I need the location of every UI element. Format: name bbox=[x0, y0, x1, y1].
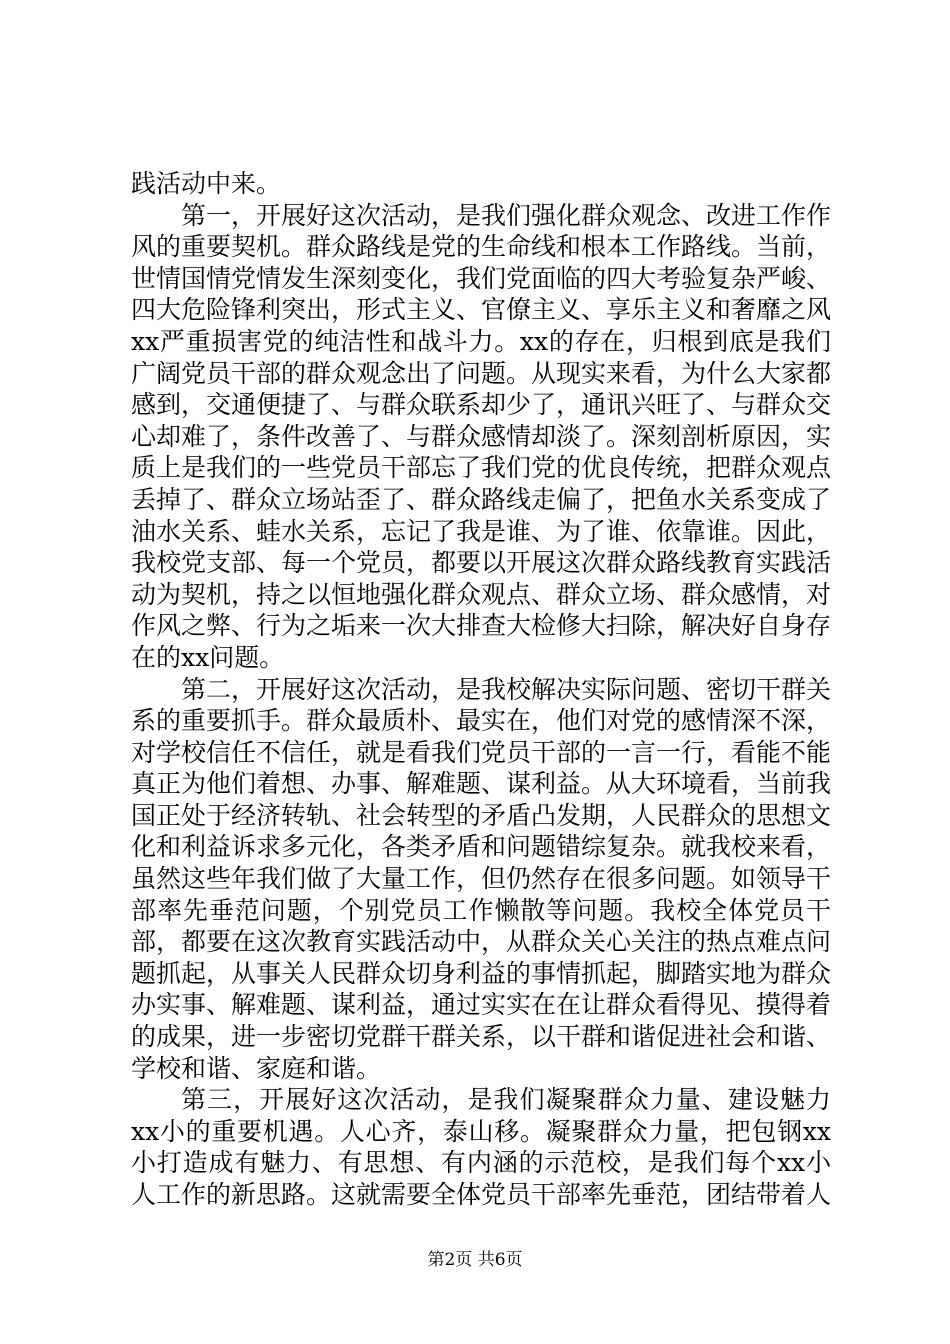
document-body bbox=[131, 168, 831, 1211]
paragraph-continuation: 践活动中来。 bbox=[131, 169, 282, 198]
paragraph-first-point: 第一，开展好这次活动，是我们强化群众观念、改进工作作风的重要契机。群众路线是党的生命线和根本工作路线。当前，世情国情党情发生深刻变化，我们党面临的四大考验复杂严峻、四大危险锋利突出，形式主义、官僚主义、享乐主义和奢靡之风xx严重损害党的纯洁性和战斗力。xx的存在，归根到底是我们广阔党员干部的群众观念出了问题。从现实来看，为什么大家都感到，交通便捷了、与群众联系却少了，通讯兴旺了、与群众交心却难了，条件改善了、与群众感情却淡了。深刻剖析原因，实质上是我们的一些党员干部忘了我们党的优良传统，把群众观点丢掉了、群众立场站歪了、群众路线走偏了，把鱼水关系变成了油水关系、蛙水关系，忘记了我是谁、为了谁、依靠谁。因此，我校党支部、每一个党员，都要以开展这次群众路线教育实践活动为契机，持之以恒地强化群众观点、群众立场、群众感情，对作风之弊、行为之垢来一次大排查大检修大扫除，解决好自身存在的xx问题。 bbox=[131, 200, 832, 672]
paragraph-second-point: 第二，开展好这次活动，是我校解决实际问题、密切干群关系的重要抓手。群众最质朴、最实在，他们对党的感情深不深，对学校信任不信任，就是看我们党员干部的一言一行，看能不能真正为他们着想、办事、解难题、谋利益。从大环境看，当前我国正处于经济转轨、社会转型的矛盾凸发期，人民群众的思想文化和利益诉求多元化，各类矛盾和问题错综复杂。就我校来看，虽然这些年我们做了大量工作，但仍然存在很多问题。如领导干部率先垂范问题，个别党员工作懒散等问题。我校全体党员干部，都要在这次教育实践活动中，从群众关心关注的热点难点问题抓起，从事关人民群众切身利益的事情抓起，脚踏实地为群众办实事、解难题、谋利益，通过实实在在让群众看得见、摸得着的成果，进一步密切党群干群关系，以干群和谐促进社会和谐、学校和谐、家庭和谐。 bbox=[131, 674, 832, 1083]
page-number-footer: 第2页 共6页 bbox=[427, 1250, 523, 1270]
paragraph-third-point: 第三，开展好这次活动，是我们凝聚群众力量、建设魅力xx小的重要机遇。人心齐，泰山移。凝聚群众力量，把包钢xx小打造成有魅力、有思想、有内涵的示范校，是我们每个xx小人工作的新思路。这就需要全体党员干部率先垂范，团结带着人 bbox=[131, 1085, 832, 1209]
